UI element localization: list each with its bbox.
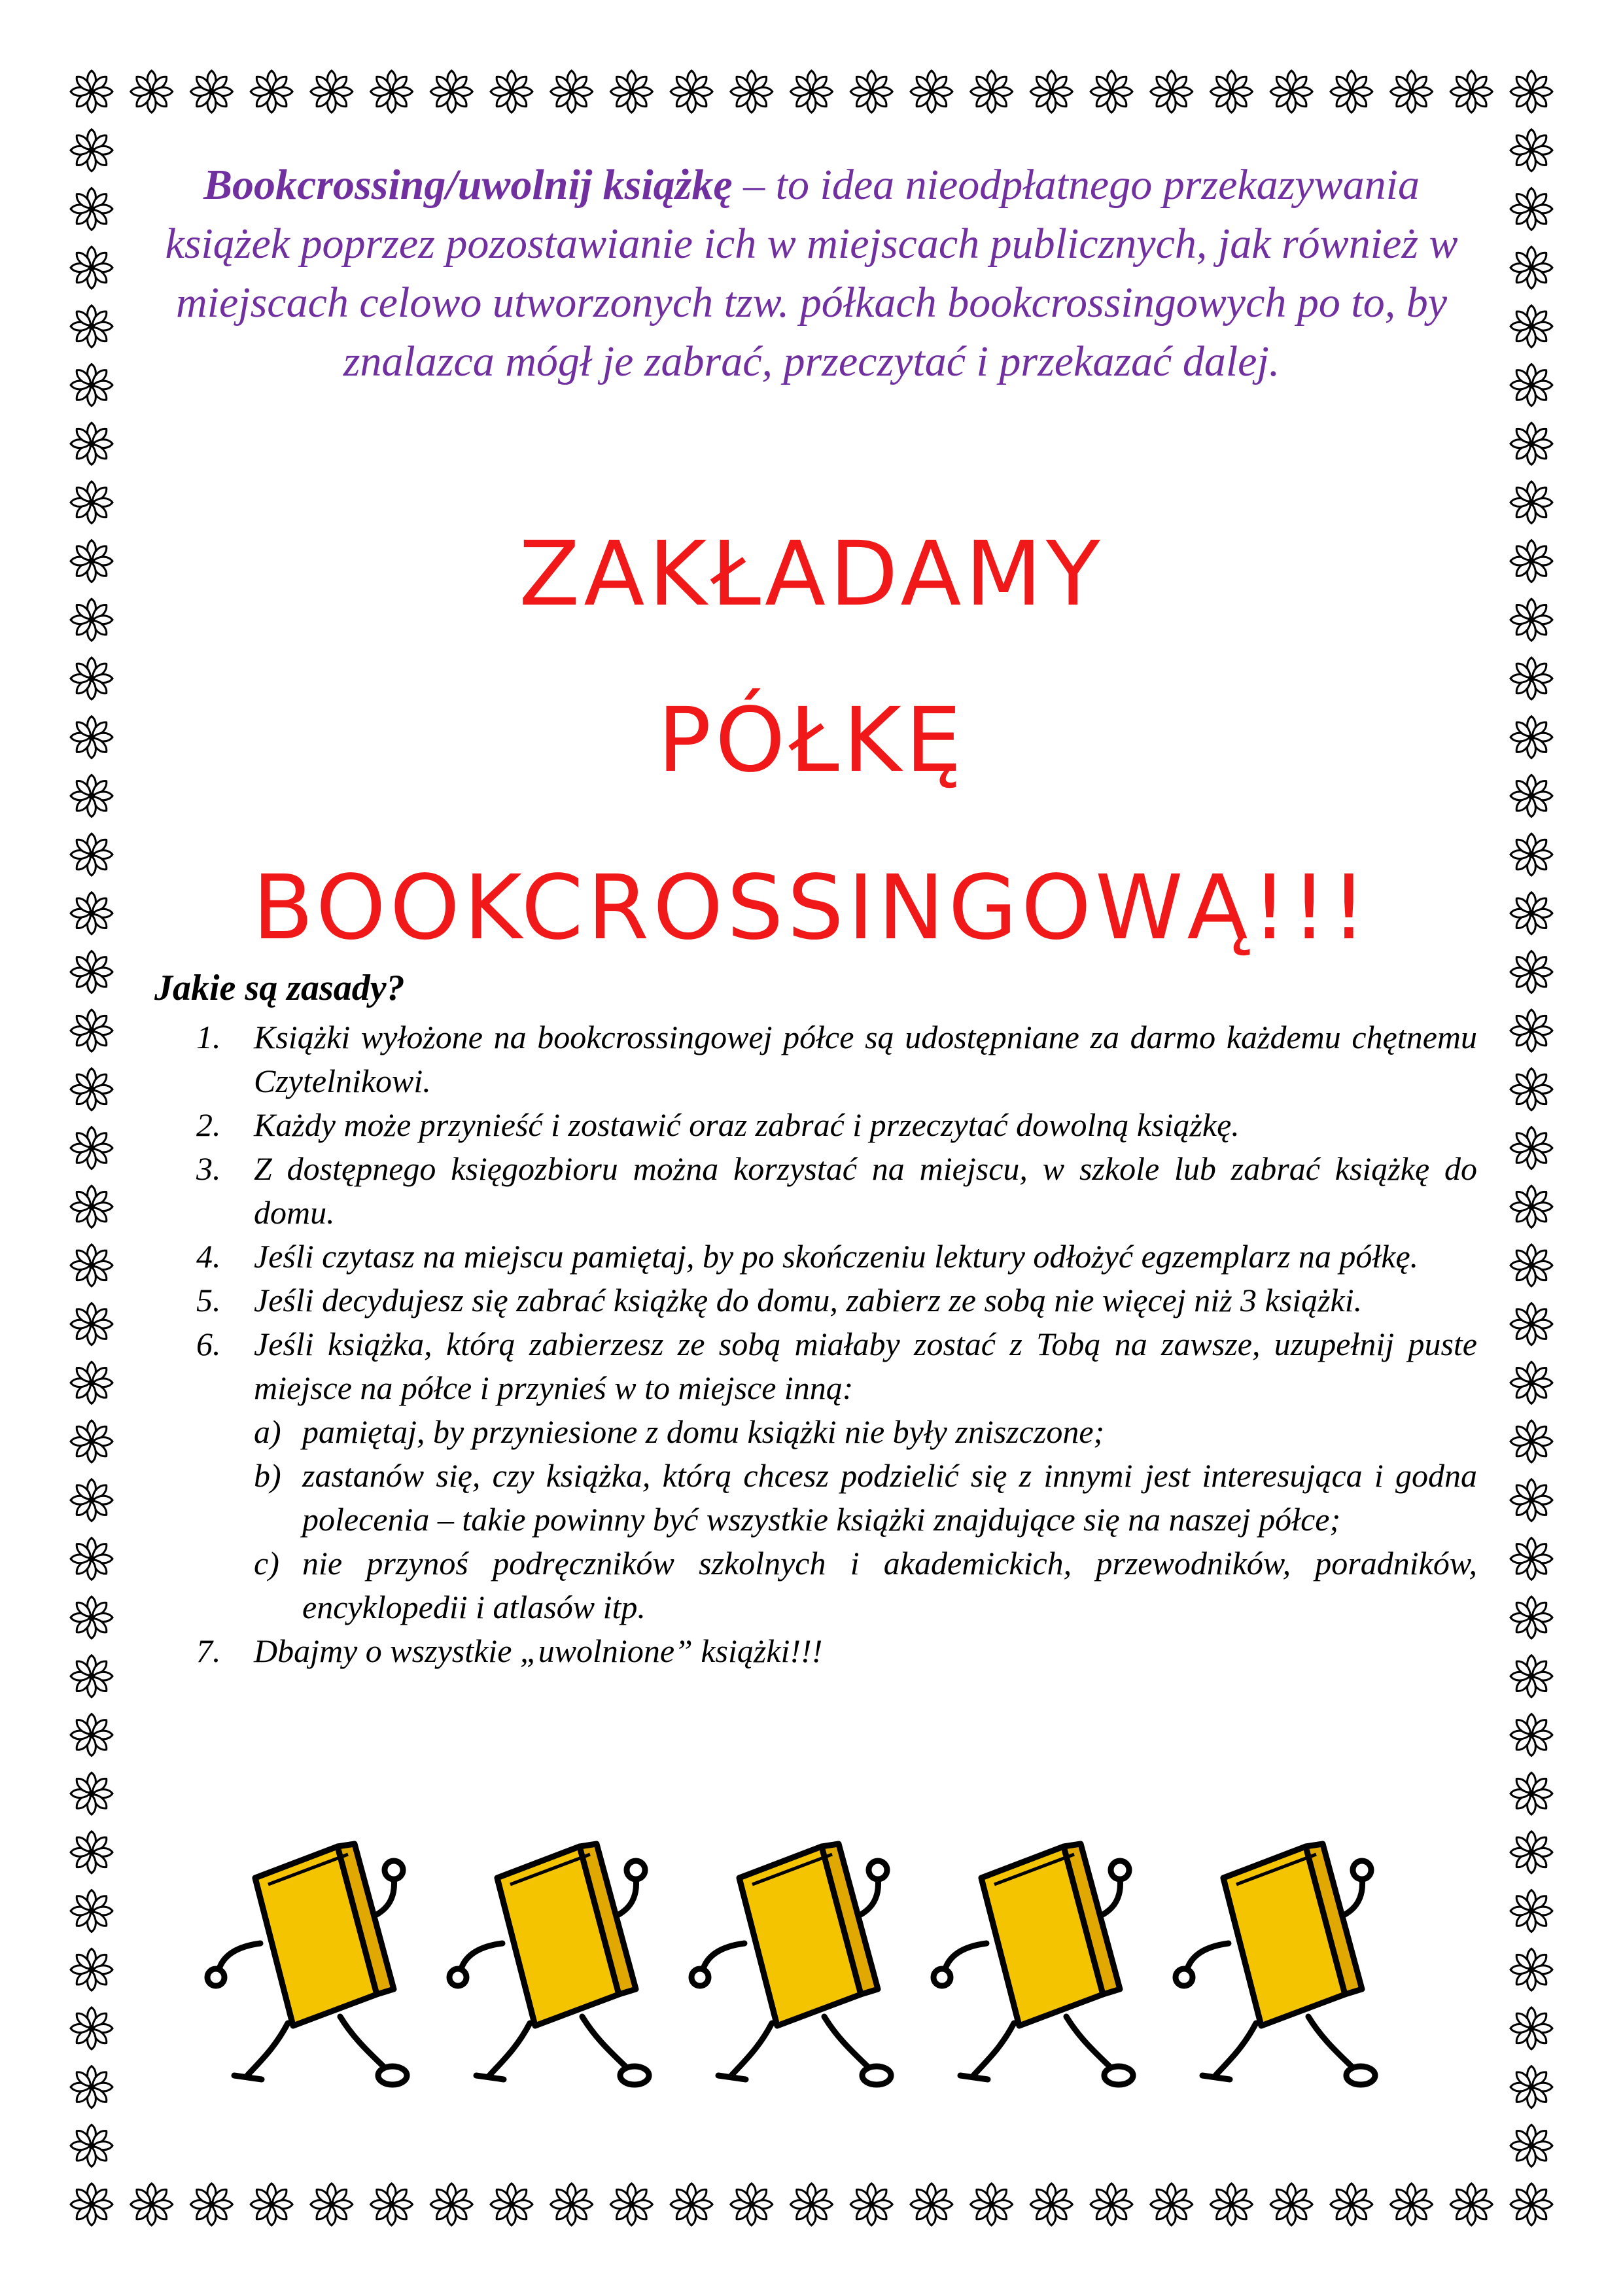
asterisk-flower-icon [71,1538,113,1580]
rule-text: Z dostępnego księgozbioru można korzystać na miejscu, w szkole lub zabrać książkę do domu. [254,1150,1477,1231]
asterisk-flower-icon [1091,71,1132,113]
asterisk-flower-icon [71,658,113,699]
headline-line-2: PÓŁKĘ [657,689,966,792]
walking-book-icon [207,1844,407,2085]
intro-text: – to idea nieodpłatnego przekazywania książek poprzez pozostawianie ich w miejscach publicznych, jak również w miejscach celowo utworzonych tzw. półkach bookcrossingowych po to, by znalazca mógł je zabrać, przeczytać i przekazać dalej. [165,161,1458,385]
asterisk-flower-icon [731,71,773,113]
rules-heading: Jakie są zasady? [154,968,405,1008]
asterisk-flower-icon [71,775,113,817]
asterisk-flower-icon [551,2183,593,2225]
asterisk-flower-icon [71,1479,113,1521]
rule-number: 6. [196,1326,221,1362]
asterisk-flower-icon [71,1714,113,1756]
asterisk-flower-icon [1391,71,1433,113]
asterisk-flower-icon [1510,1127,1552,1169]
asterisk-flower-icon [251,2183,292,2225]
walking-book-icon [449,1844,649,2085]
asterisk-flower-icon [1331,71,1372,113]
asterisk-flower-icon [1151,2183,1193,2225]
asterisk-flower-icon [71,188,113,230]
subrule-text: zastanów się, czy książka, którą chcesz podzielić się z innymi jest interesująca i godna polecenia – takie powinny być wszystkie książki znajdujące się na naszej półce; [302,1457,1477,1538]
asterisk-flower-icon [1510,2183,1552,2225]
asterisk-flower-icon [911,71,952,113]
asterisk-flower-icon [1510,892,1552,934]
asterisk-flower-icon [1450,2183,1492,2225]
walking-books-illustration [183,1819,1440,2094]
asterisk-flower-icon [71,1010,113,1051]
subrule-item [254,1542,1477,1629]
asterisk-flower-icon [1510,2066,1552,2108]
rule-item [196,1629,1477,1673]
asterisk-flower-icon [71,2066,113,2108]
subrule-letter: b) [254,1457,281,1494]
asterisk-flower-icon [71,1127,113,1169]
asterisk-flower-icon [71,1421,113,1462]
asterisk-flower-icon [71,1890,113,1932]
asterisk-flower-icon [71,1949,113,1990]
asterisk-flower-icon [311,2183,353,2225]
asterisk-flower-icon [1030,2183,1072,2225]
asterisk-flower-icon [1331,2183,1372,2225]
asterisk-flower-icon [1510,1538,1552,1580]
asterisk-flower-icon [1510,482,1552,523]
asterisk-flower-icon [1510,1010,1552,1051]
asterisk-flower-icon [71,951,113,993]
asterisk-flower-icon [1151,71,1193,113]
asterisk-flower-icon [71,2183,113,2225]
asterisk-flower-icon [551,71,593,113]
asterisk-flower-icon [1510,247,1552,289]
asterisk-flower-icon [131,71,173,113]
intro-lead: Bookcrossing/uwolnij książkę [203,161,733,209]
asterisk-flower-icon [311,71,353,113]
asterisk-flower-icon [1030,71,1072,113]
asterisk-flower-icon [1510,1949,1552,1990]
asterisk-flower-icon [71,306,113,347]
asterisk-flower-icon [1510,1479,1552,1521]
asterisk-flower-icon [71,1655,113,1697]
asterisk-flower-icon [1510,599,1552,641]
asterisk-flower-icon [1510,658,1552,699]
asterisk-flower-icon [371,2183,413,2225]
rule-text: Każdy może przynieść i zostawić oraz zabrać i przeczytać dowolną książkę. [254,1106,1240,1143]
rule-item [196,1235,1477,1279]
asterisk-flower-icon [1510,1421,1552,1462]
asterisk-flower-icon [1510,1362,1552,1404]
rule-item [196,1279,1477,1322]
asterisk-flower-icon [71,71,113,113]
asterisk-flower-icon [71,423,113,465]
asterisk-flower-icon [791,71,833,113]
rule-text: Książki wyłożone na bookcrossingowej półce są udostępniane za darmo każdemu chętnemu Czytelnikowi. [254,1019,1477,1099]
headline-line-1: ZAKŁADAMY [519,523,1104,626]
asterisk-flower-icon [791,2183,833,2225]
asterisk-flower-icon [71,482,113,523]
asterisk-flower-icon [1510,1597,1552,1638]
rule-number: 1. [196,1019,221,1055]
rule-text: Jeśli książka, którą zabierzesz ze sobą miałaby zostać z Tobą na zawsze, uzupełnij puste miejsce na półce i przynieś w to miejsce inną: [254,1326,1477,1406]
asterisk-flower-icon [731,2183,773,2225]
asterisk-flower-icon [1510,364,1552,406]
asterisk-flower-icon [1510,71,1552,113]
subrule-item [254,1454,1477,1542]
asterisk-flower-icon [71,540,113,582]
asterisk-flower-icon [1510,1890,1552,1932]
rule-item [196,1103,1477,1147]
headline-line-3: BOOKCROSSINGOWĄ!!! [252,857,1371,960]
asterisk-flower-icon [1510,423,1552,465]
rule-number: 7. [196,1633,221,1669]
subrule-letter: a) [254,1413,281,1450]
asterisk-flower-icon [1510,716,1552,758]
asterisk-flower-icon [1510,1831,1552,1873]
asterisk-flower-icon [190,71,232,113]
asterisk-flower-icon [71,892,113,934]
asterisk-flower-icon [71,1773,113,1814]
intro-paragraph [164,156,1459,391]
asterisk-flower-icon [1091,2183,1132,2225]
rule-number: 4. [196,1238,221,1275]
subrule-text: pamiętaj, by przyniesione z domu książki nie były zniszczone; [302,1413,1105,1450]
asterisk-flower-icon [1210,71,1252,113]
asterisk-flower-icon [1510,1303,1552,1345]
asterisk-flower-icon [1210,2183,1252,2225]
asterisk-flower-icon [71,1245,113,1286]
rule-number: 2. [196,1106,221,1143]
asterisk-flower-icon [610,71,652,113]
asterisk-flower-icon [1510,1773,1552,1814]
asterisk-flower-icon [1510,2007,1552,2049]
walking-book-icon [934,1844,1133,2085]
asterisk-flower-icon [1510,1069,1552,1110]
asterisk-flower-icon [190,2183,232,2225]
asterisk-flower-icon [430,71,472,113]
subrule-letter: c) [254,1545,279,1581]
asterisk-flower-icon [1510,1186,1552,1227]
asterisk-flower-icon [71,716,113,758]
asterisk-flower-icon [850,2183,892,2225]
asterisk-flower-icon [1510,951,1552,993]
asterisk-flower-icon [911,2183,952,2225]
asterisk-flower-icon [131,2183,173,2225]
asterisk-flower-icon [1270,2183,1312,2225]
rule-item [196,1147,1477,1235]
asterisk-flower-icon [371,71,413,113]
asterisk-flower-icon [71,1303,113,1345]
asterisk-flower-icon [71,130,113,171]
walking-book-icon [1176,1844,1375,2085]
subrule-text: nie przynoś podręczników szkolnych i akademickich, przewodników, poradników, encyklopedii i atlasów itp. [302,1545,1477,1625]
asterisk-flower-icon [1510,188,1552,230]
walking-book-icon [691,1844,891,2085]
asterisk-flower-icon [71,247,113,289]
asterisk-flower-icon [1510,775,1552,817]
asterisk-flower-icon [610,2183,652,2225]
asterisk-flower-icon [1450,71,1492,113]
rule-text: Jeśli czytasz na miejscu pamiętaj, by po skończeniu lektury odłożyć egzemplarz na półkę. [254,1238,1419,1275]
rules-list [196,1016,1477,1673]
asterisk-flower-icon [1510,540,1552,582]
asterisk-flower-icon [971,71,1013,113]
rule-number: 5. [196,1282,221,1318]
asterisk-flower-icon [491,2183,532,2225]
asterisk-flower-icon [430,2183,472,2225]
asterisk-flower-icon [1510,1714,1552,1756]
rule-number: 3. [196,1150,221,1187]
asterisk-flower-icon [1510,130,1552,171]
asterisk-flower-icon [671,2183,712,2225]
asterisk-flower-icon [71,364,113,406]
asterisk-flower-icon [71,1831,113,1873]
asterisk-flower-icon [671,71,712,113]
asterisk-flower-icon [1510,306,1552,347]
rule-item [196,1016,1477,1103]
asterisk-flower-icon [1270,71,1312,113]
asterisk-flower-icon [71,599,113,641]
subrule-item [254,1410,1477,1454]
asterisk-flower-icon [491,71,532,113]
asterisk-flower-icon [71,2125,113,2166]
asterisk-flower-icon [251,71,292,113]
asterisk-flower-icon [1510,2125,1552,2166]
asterisk-flower-icon [71,834,113,875]
asterisk-flower-icon [1510,1245,1552,1286]
asterisk-flower-icon [71,1186,113,1227]
asterisk-flower-icon [971,2183,1013,2225]
rule-item [196,1322,1477,1629]
asterisk-flower-icon [71,2007,113,2049]
asterisk-flower-icon [1510,1655,1552,1697]
asterisk-flower-icon [71,1362,113,1404]
rule-text: Jeśli decydujesz się zabrać książkę do domu, zabierz ze sobą nie więcej niż 3 książki. [254,1282,1363,1318]
asterisk-flower-icon [71,1597,113,1638]
rule-text: Dbajmy o wszystkie „uwolnione” książki!!! [254,1633,823,1669]
asterisk-flower-icon [1391,2183,1433,2225]
asterisk-flower-icon [71,1069,113,1110]
asterisk-flower-icon [1510,834,1552,875]
asterisk-flower-icon [850,71,892,113]
